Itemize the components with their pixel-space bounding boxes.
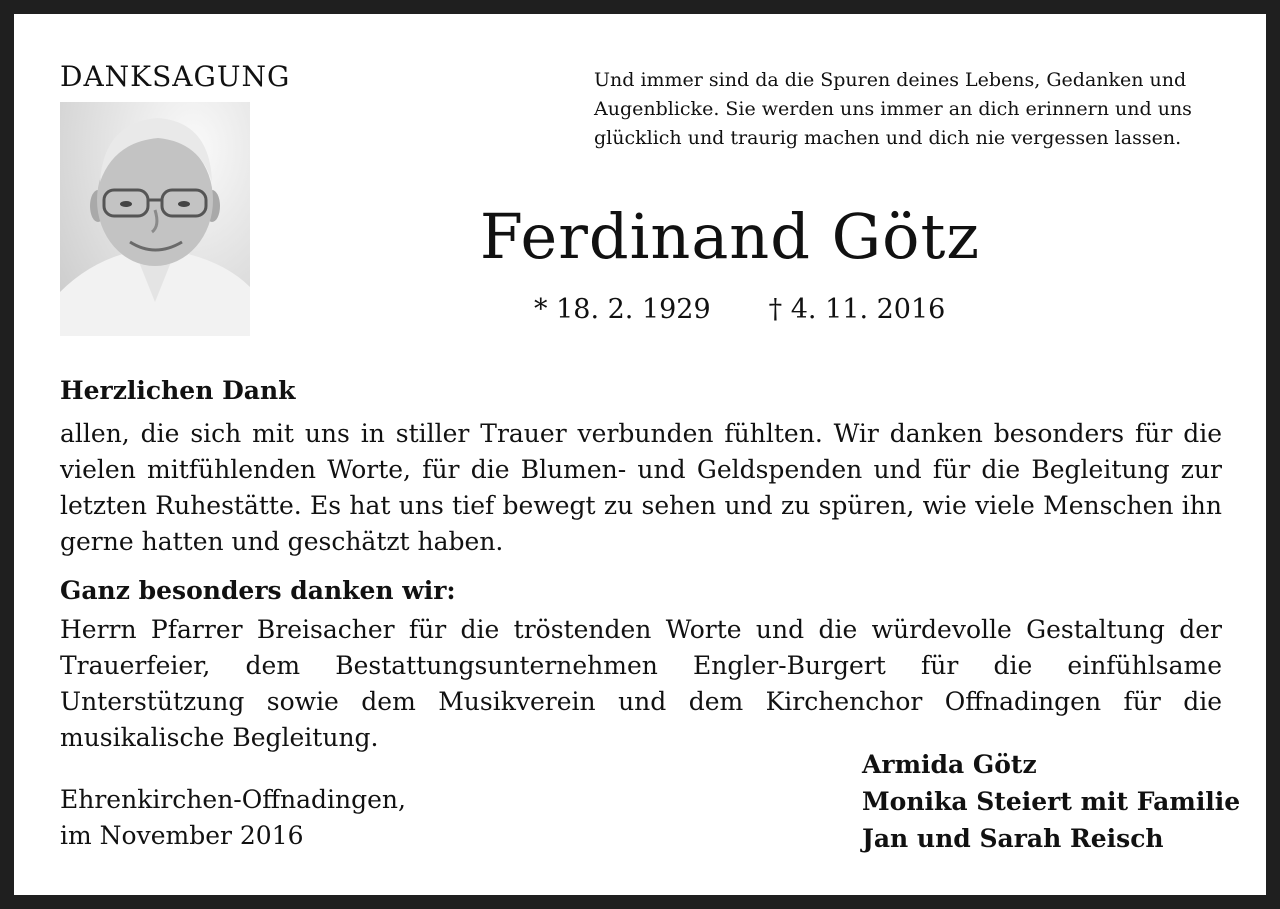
signer: Armida Götz [862, 750, 1037, 779]
place-and-date [60, 782, 406, 854]
birth-date: * 18. 2. 1929 [534, 294, 711, 325]
signers [862, 746, 1240, 857]
life-dates [534, 294, 945, 325]
signer: Monika Steiert mit Familie [862, 787, 1241, 816]
signer: Jan und Sarah Reisch [862, 824, 1164, 853]
special-thanks-text: Herrn Pfarrer Breisacher für die tröstenden Worte und die würdevolle Gestaltung der Trauerfeier, dem Bestattungsunternehmen Engler-Burgert für die einfühlsame Unterstützung sowie dem Musikverein und dem Kirchenchor Offnadingen für die musikalische Begleitung. [60, 615, 1222, 752]
thanks-text: allen, die sich mit uns in stiller Trauer verbunden fühlten. Wir danken besonders für die vielen mitfühlenden Worte, für die Blumen- und Geldspenden und für die Begleitung zur letzten Ruhestätte. Es hat uns tief bewegt zu sehen und zu spüren, wie viele Menschen ihn gerne hatten und geschätzt haben. [60, 419, 1222, 556]
thanks-title: Herzlichen Dank [60, 376, 296, 405]
place-line: Ehrenkirchen-Offnadingen, [60, 785, 406, 814]
obituary-card [14, 14, 1266, 895]
heading: DANKSAGUNG [60, 60, 291, 93]
date-line: im November 2016 [60, 821, 304, 850]
special-thanks-title: Ganz besonders danken wir: [60, 576, 456, 605]
death-date: † 4. 11. 2016 [768, 294, 946, 325]
deceased-name: Ferdinand Götz [479, 200, 981, 273]
memorial-quote: Und immer sind da die Spuren deines Lebens, Gedanken und Augenblicke. Sie werden uns immer an dich erinnern und uns glücklich und traurig machen und dich nie vergessen lassen. [594, 69, 1192, 149]
